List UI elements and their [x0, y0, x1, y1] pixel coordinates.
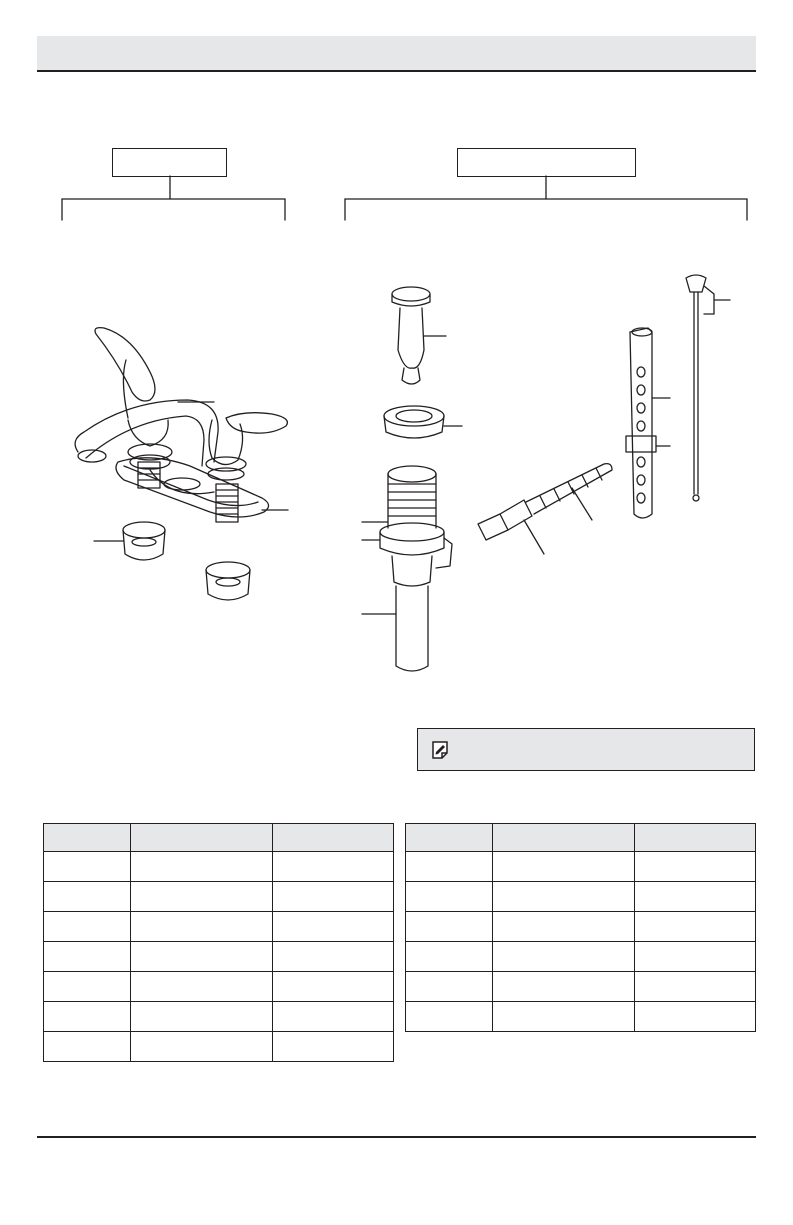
table-row — [44, 882, 394, 912]
column-header — [131, 824, 273, 852]
table-cell — [273, 942, 394, 972]
table-cell — [635, 1002, 756, 1032]
table-cell — [406, 1002, 493, 1032]
table-cell — [131, 1002, 273, 1032]
table-cell — [273, 882, 394, 912]
drain-group-bracket — [345, 176, 747, 220]
table-row — [406, 1002, 756, 1032]
table-row — [44, 972, 394, 1002]
table-row — [44, 942, 394, 972]
column-header — [44, 824, 131, 852]
table-cell — [273, 912, 394, 942]
faucet-group-bracket — [62, 176, 285, 220]
column-header — [635, 824, 756, 852]
note-box — [417, 728, 755, 771]
table-cell — [406, 972, 493, 1002]
lift-rod-drawing — [686, 275, 730, 501]
table-cell — [273, 852, 394, 882]
table-cell — [635, 882, 756, 912]
table-cell — [273, 1032, 394, 1062]
parts-table-right — [405, 823, 756, 1032]
flange-drawing — [384, 406, 462, 438]
table-header-row — [44, 824, 394, 852]
column-header — [493, 824, 635, 852]
table-cell — [406, 942, 493, 972]
table-row — [406, 972, 756, 1002]
table-row — [406, 912, 756, 942]
table-cell — [273, 972, 394, 1002]
extension-bar-drawing — [626, 328, 670, 518]
table-row — [406, 882, 756, 912]
table-cell — [131, 1032, 273, 1062]
footer-rule — [37, 1136, 756, 1138]
table-cell — [131, 942, 273, 972]
table-row — [44, 912, 394, 942]
table-cell — [493, 942, 635, 972]
table-cell — [493, 972, 635, 1002]
table-cell — [635, 852, 756, 882]
table-row — [44, 1002, 394, 1032]
table-cell — [406, 912, 493, 942]
table-cell — [44, 852, 131, 882]
table-cell — [493, 912, 635, 942]
table-cell — [131, 882, 273, 912]
table-cell — [131, 972, 273, 1002]
table-cell — [635, 912, 756, 942]
column-header — [406, 824, 493, 852]
table-cell — [44, 1032, 131, 1062]
column-header — [273, 824, 394, 852]
table-cell — [131, 852, 273, 882]
table-cell — [44, 882, 131, 912]
table-cell — [44, 912, 131, 942]
table-cell — [635, 972, 756, 1002]
table-cell — [493, 1002, 635, 1032]
table-header-row — [406, 824, 756, 852]
table-cell — [493, 882, 635, 912]
table-cell — [131, 912, 273, 942]
table-cell — [635, 942, 756, 972]
table-cell — [44, 972, 131, 1002]
table-cell — [273, 1002, 394, 1032]
table-cell — [44, 1002, 131, 1032]
table-row — [44, 852, 394, 882]
table-cell — [493, 852, 635, 882]
parts-table-left — [43, 823, 394, 1062]
note-pencil-icon — [428, 738, 452, 762]
table-row — [44, 1032, 394, 1062]
table-row — [406, 942, 756, 972]
table-row — [406, 852, 756, 882]
table-cell — [406, 882, 493, 912]
faucet-drawing — [75, 328, 288, 600]
table-cell — [406, 852, 493, 882]
drain-body-drawing — [362, 466, 452, 671]
table-cell — [44, 942, 131, 972]
pivot-rod-drawing — [478, 464, 612, 554]
pop-up-stopper-drawing — [392, 287, 446, 384]
